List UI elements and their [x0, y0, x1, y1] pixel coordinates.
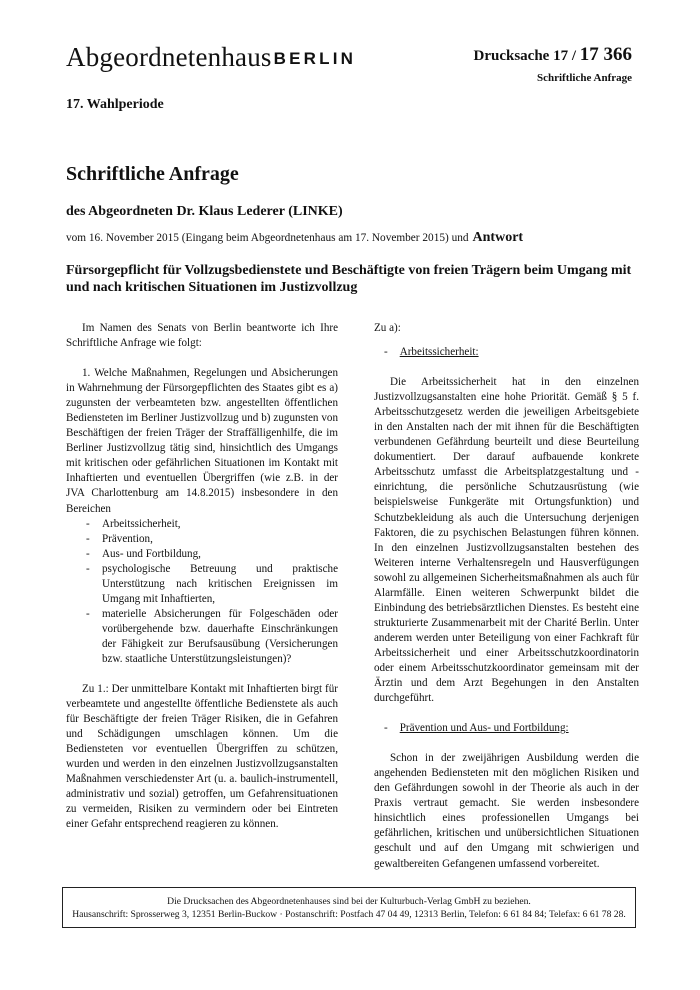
document-kind: Schriftliche Anfrage — [536, 72, 632, 84]
list-item — [66, 562, 338, 607]
topic-heading: Fürsorgepflicht für Vollzugsbedienstete und Beschäftigte von freien Trägern beim Umgang mit und nach kritischen Situationen im Justizvollzug — [66, 263, 632, 295]
drucksache-number — [474, 44, 633, 66]
intro-paragraph: Im Namen des Senats von Berlin beantworte ich Ihre Schriftliche Anfrage wie folgt: — [66, 322, 338, 350]
list-dash: - — [86, 547, 90, 560]
logo-main-text: Abgeordnetenhaus — [66, 42, 272, 72]
list-item — [66, 607, 338, 667]
right-column — [374, 321, 639, 872]
list-item — [66, 532, 338, 547]
heading-text: Prävention und Aus- und Fortbildung: — [399, 722, 569, 735]
logo-city-text: BERLIN — [273, 49, 357, 68]
list-dash: - — [86, 517, 90, 530]
question-list — [66, 517, 338, 667]
question-paragraph: 1. Welche Maßnahmen, Regelungen und Absicherungen in Wahrnehmung der Fürsorgepflichten des Staates gibt es a) zugunsten der verbeamteten bzw. angestellten öffentlichen Bediensteten im Berliner Justizvollzug und b) zugunsten von Beschäftigen der freien Träger der Straffälligenhilfe, die im Berliner Justizvollzug tätig sind, hinsichtlich des Umgangs mit kritischen oder gefährlichen Situationen im Kontakt mit Inhaftierten und eventuellen Übergriffen (wie z.B. in der JVA Charlottenburg am 14.8.2015) insbesondere in den Bereichen — [66, 367, 338, 515]
list-dash: - — [86, 562, 90, 575]
left-column — [66, 321, 338, 833]
footer-line-2: Hausanschrift: Sprosserweg 3, 12351 Berlin-Buckow · Postanschrift: Postfach 47 04 49, 12313 Berlin, Telefon: 6 61 84 84; Telefax: 6 61 78 28. — [72, 909, 626, 920]
drucksache-value: 17 366 — [579, 44, 632, 65]
heading-text: Arbeitssicherheit: — [399, 346, 479, 359]
parliament-logo — [66, 42, 356, 73]
drucksache-prefix: Drucksache 17 / — [473, 48, 580, 64]
drucksache-block — [474, 44, 633, 84]
list-dash: - — [86, 607, 90, 620]
zu-a-label: Zu a): — [374, 322, 401, 334]
section-heading-praevention — [374, 721, 639, 736]
answer-paragraph: Zu 1.: Der unmittelbare Kontakt mit Inhaftierten birgt für verbeamtete und angestellte öffentliche Bedienstete als auch für Beschäftigte der freien Träger Risiken, die in Gefahren und Schädigungen umschlagen können. Um die Bediensteten vor eventuellen Übergriffen zu schützen, wurden und werden in den einzelnen Justizvollzugsanstalten Maßnahmen verschiedenster Art (u. a. baulich-instrumentell, administrativ und sozial) getroffen, um Gefahrensituationen zu vermeiden, Risiken zu vermindern oder bei Eintreten einer Gefahr entsprechend reagieren zu können. — [66, 683, 338, 831]
praevention-paragraph: Schon in der zweijährigen Ausbildung werden die angehenden Bediensteten mit den möglichen Risiken und den Gefährdungen sowohl in der Theorie als auch in der Praxis vertraut gemacht. Sie werden insbesondere hinsichtlich eines professionellen Umgangs bei gefährlichen, kritischen und unübersichtlichen Situationen geschult und auf den Umgang mit schwierigen und gewaltbereiten Gefangenen umfassend vorbereitet. — [374, 752, 639, 870]
heading-dash: - — [384, 722, 388, 735]
list-item-text: Aus- und Fortbildung, — [102, 547, 201, 560]
date-text: vom 16. November 2015 (Eingang beim Abgeordnetenhaus am 17. November 2015) und — [66, 232, 469, 244]
list-item — [66, 547, 338, 562]
list-item-text: psychologische Betreuung und praktische Unterstützung nach kritischen Ereignissen im Umgang mit Inhaftierten, — [102, 562, 338, 605]
document-title: Schriftliche Anfrage — [66, 163, 239, 185]
footer-box — [62, 887, 636, 928]
wahlperiode: 17. Wahlperiode — [66, 97, 164, 112]
list-item-text: Prävention, — [102, 532, 153, 545]
date-line — [66, 230, 523, 246]
antwort-label: Antwort — [472, 230, 524, 245]
list-dash: - — [86, 532, 90, 545]
author-line: des Abgeordneten Dr. Klaus Lederer (LINKE) — [66, 204, 343, 219]
list-item — [66, 517, 338, 532]
footer-line-1: Die Drucksachen des Abgeordnetenhauses sind bei der Kulturbuch-Verlag GmbH zu beziehen. — [167, 896, 531, 907]
section-heading-arbeitssicherheit — [374, 345, 639, 360]
list-item-text: materielle Absicherungen für Folgeschäden oder vorübergehende bzw. dauerhafte Einschränkungen der Fähigkeit zur Berufsausübung (Versicherungen bzw. staatliche Unterstützungsleistungen)? — [102, 607, 338, 665]
list-item-text: Arbeitssicherheit, — [102, 517, 181, 530]
arbeitssicherheit-paragraph: Die Arbeitssicherheit hat in den einzelnen Justizvollzugsanstalten eine hohe Priorität. Gemäß § 5 f. Arbeitsschutzgesetz werden die jeweiligen Arbeitsgebiete in den Anstalten nach der mit ihnen für die Beschäftigten verbundenen Gefährdung beurteilt und diese Beurteilung dokumentiert. Der darauf aufbauende konkrete Arbeitsschutz umfasst die Arbeitsplatzgestaltung und -einrichtung, die persönliche Schutzausrüstung (wie beispielsweise Funkgeräte mit Ortungsfunktion) und Schutzbekleidung als auch die Untersuchung derjenigen Faktoren, die zu psychischen Belastungen führen können. In den einzelnen Justizvollzugsanstalten bestehen des Weiteren interne Verhaltensregeln und Hausverfügungen sowohl zu allgemeinen Sicherheitsmaßnahmen als auch für Alarmfälle. Einen weiteren Schwerpunkt bildet die Einbindung des betriebsärztlichen Dienstes. Es besteht eine strukturierte Zusammenarbeit mit der Charité Berlin. Unter anderem werden unter Beteiligung von einer Fachkraft für Arbeitssicherheit und einer Arbeitsschutzkoordinatorin oder einem Arbeitsschutzkoordinator gemeinsam mit der Ärztin und dem Arzt Begehungen in den Anstalten durchgeführt. — [374, 376, 639, 705]
heading-dash: - — [384, 346, 388, 359]
